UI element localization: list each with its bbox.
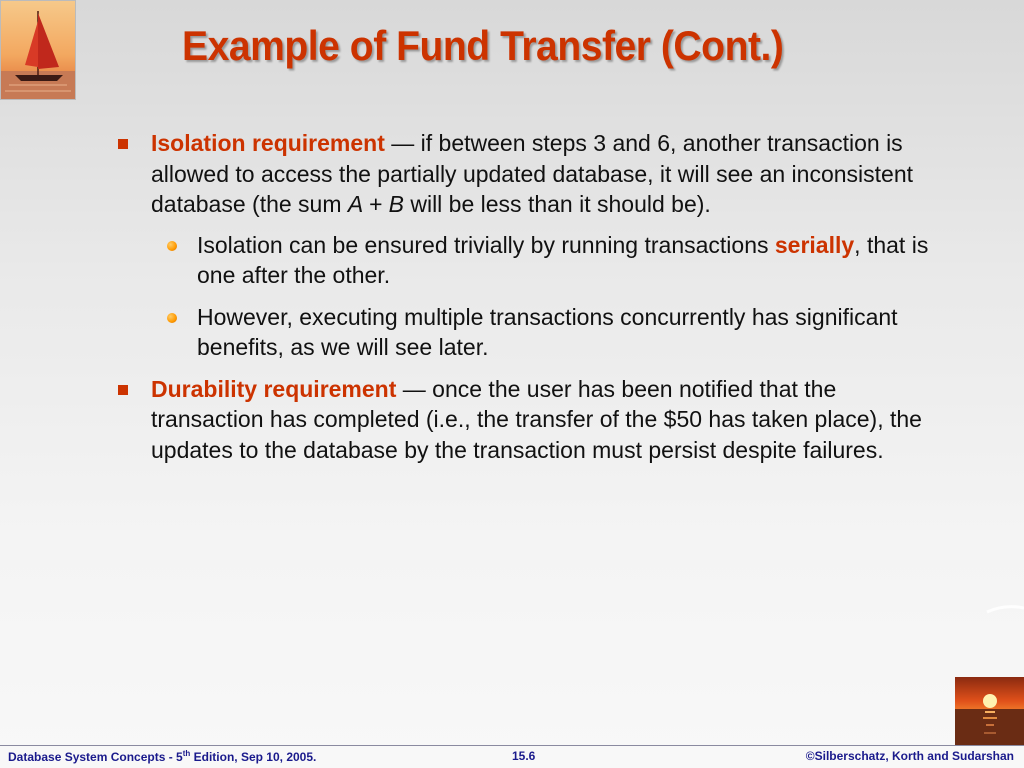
sub-bullet-concurrency (0, 302, 957, 363)
bullet-isolation (0, 128, 951, 220)
square-bullet-icon (118, 139, 128, 149)
sunset-image (955, 677, 1024, 745)
bullet-durability-text (151, 374, 951, 466)
swoosh-decoration (985, 600, 1024, 620)
round-bullet-icon (167, 241, 177, 251)
square-bullet-icon (118, 385, 128, 395)
durability-text: — once the user has been notified that the transaction has completed (i.e., the transfer of the $50 has taken place), the updates to the database by the transaction must persist despite failures. (151, 375, 922, 463)
bullet-isolation-text (151, 128, 951, 220)
footer-page-number: 15.6 (512, 749, 536, 763)
slide-title: Example of Fund Transfer (Cont.) (182, 22, 784, 69)
keyword-serially: serially (774, 231, 855, 258)
round-bullet-icon (167, 313, 177, 323)
sub-bullet-concurrency-text: However, executing multiple transactions concurrently has significant benefits, as we will see later. (197, 303, 898, 360)
bullet-durability (0, 374, 951, 466)
footer-edition-date: Edition, Sep 10, 2005. (190, 750, 317, 764)
footer-edition-sup: th (182, 749, 191, 758)
sub-bullet-serially (0, 230, 957, 291)
isolation-text-post: will be less than it should be). (403, 191, 711, 217)
serially-text-before: Isolation can be ensured trivially by running transactions (197, 231, 775, 258)
footer-copyright: ©Silberschatz, Korth and Sudarshan (805, 749, 1014, 763)
isolation-text-pre: — if between steps 3 and 6, another transaction is allowed to access the partially updated database, it will see an inconsistent database (the sum (151, 130, 914, 217)
slide-content (0, 128, 1024, 475)
footer-book-title: Database System Concepts - 5 (8, 750, 183, 764)
footer-divider (0, 745, 1024, 746)
serially-text-after: , that is one after the other. (197, 231, 929, 288)
math-sum: A + B (347, 191, 404, 217)
sailboat-image (0, 0, 76, 100)
keyword-durability: Durability requirement (151, 375, 397, 402)
footer-left (8, 749, 316, 764)
sub-bullet-serially-text (197, 230, 957, 291)
keyword-isolation: Isolation requirement (151, 130, 385, 156)
